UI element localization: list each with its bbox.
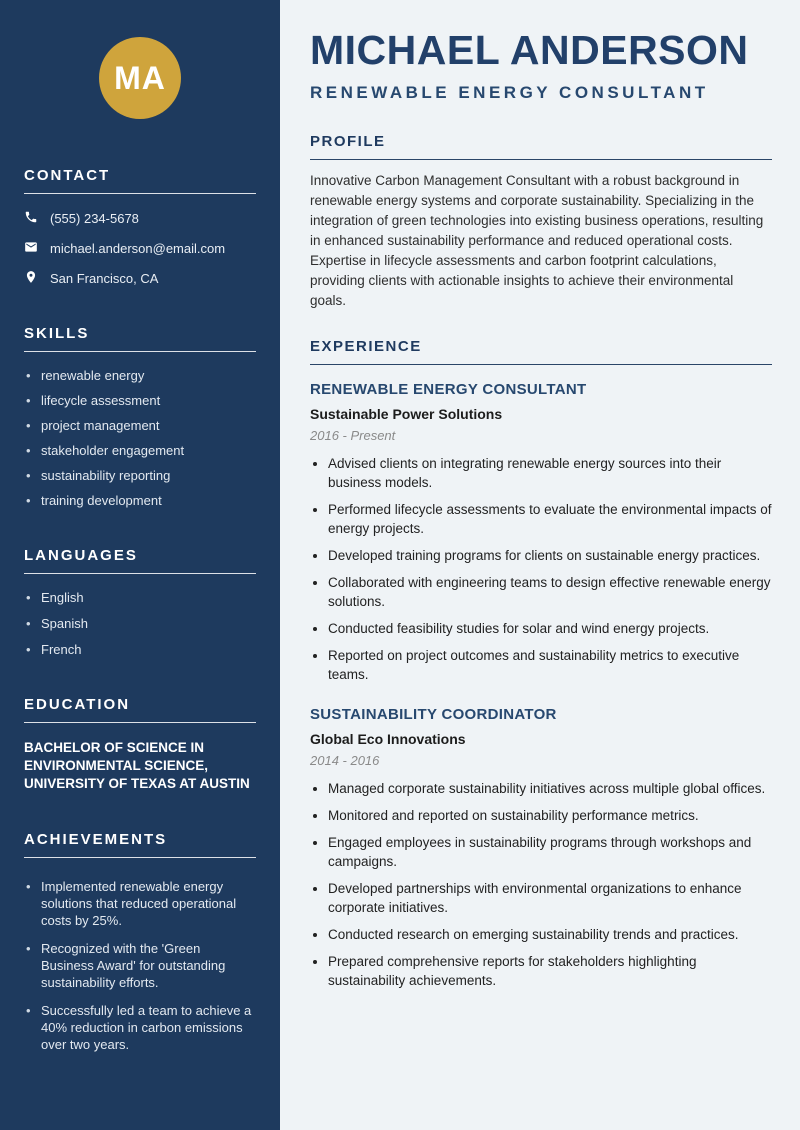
achievement-item: • Recognized with the 'Green Business Award' for outstanding sustainability efforts. [26,940,256,991]
job-bullet: • Developed partnerships with environmental organizations to enhance corporate initiatives. [328,879,772,917]
location-text: San Francisco, CA [50,271,159,286]
contact-row-email [24,240,256,257]
languages-divider [24,573,256,574]
avatar [99,37,181,119]
job-bullet: • Conducted feasibility studies for solar and wind energy projects. [328,619,772,638]
profile-heading: PROFILE [310,133,772,160]
job-title: SUSTAINABILITY COORDINATOR [310,706,557,723]
job-title: RENEWABLE ENERGY CONSULTANT [310,381,587,398]
job-dates: 2014 - 2016 [310,753,380,768]
achievements-list [26,878,256,1053]
education-heading: EDUCATION [24,696,131,713]
job-entry-2 [310,706,772,990]
job-bullet: • Collaborated with engineering teams to design effective renewable energy solutions. [328,573,772,611]
skill-item: • lifecycle assessment [26,393,256,409]
achievements-divider [24,857,256,858]
skill-item: • stakeholder engagement [26,443,256,459]
languages-list [26,590,256,658]
email-address: michael.anderson@email.com [50,241,226,256]
job-bullet: • Engaged employees in sustainability programs through workshops and campaigns. [328,833,772,871]
sidebar [0,0,280,1130]
skill-item: • training development [26,493,256,509]
experience-section [310,338,772,990]
profile-text: Innovative Carbon Management Consultant with a robust background in renewable energy systems and corporate sustainability. Specializing in the integration of green technologies into existing business operations, resulting in enhanced sustainability performance and reduced operational costs. Expertise in lifecycle assessments and carbon footprint calculations, providing clients with actionable insights to achieve their environmental goals. [310,173,764,308]
achievement-item: • Implemented renewable energy solutions that reduced operational costs by 25%. [26,878,256,929]
education-divider [24,722,256,723]
degree-text: BACHELOR OF SCIENCE IN ENVIRONMENTAL SCIENCE, UNIVERSITY OF TEXAS AT AUSTIN [24,740,250,791]
job-bullet-list [310,779,772,990]
job-bullet: • Reported on project outcomes and sustainability metrics to executive teams. [328,646,772,684]
person-title: RENEWABLE ENERGY CONSULTANT [310,83,709,102]
job-entry-1 [310,381,772,684]
education-section [24,696,256,793]
job-bullet: • Monitored and reported on sustainability performance metrics. [328,806,772,825]
language-item: • French [26,642,256,658]
avatar-initials: MA [114,59,166,96]
skills-section [24,325,256,509]
language-item: • English [26,590,256,606]
experience-heading: EXPERIENCE [310,338,772,365]
contact-row-phone [24,210,256,227]
location-icon [24,270,38,287]
job-bullet: • Conducted research on emerging sustainability trends and practices. [328,925,772,944]
language-item: • Spanish [26,616,256,632]
person-name: MICHAEL ANDERSON [310,27,749,73]
contact-divider [24,193,256,194]
job-bullet: • Prepared comprehensive reports for stakeholders highlighting sustainability achievements. [328,952,772,990]
skills-heading: SKILLS [24,325,90,342]
achievements-heading: ACHIEVEMENTS [24,831,168,848]
skills-divider [24,351,256,352]
phone-icon [24,210,38,227]
email-icon [24,240,38,257]
job-bullet: • Developed training programs for clients on sustainable energy practices. [328,546,772,565]
job-dates: 2016 - Present [310,428,396,443]
languages-section [24,547,256,658]
profile-section [310,133,772,311]
job-bullet: • Advised clients on integrating renewable energy sources into their business models. [328,454,772,492]
job-company: Global Eco Innovations [310,731,466,747]
contact-list [24,210,256,287]
skill-item: • sustainability reporting [26,468,256,484]
job-bullet-list [310,454,772,684]
skill-item: • renewable energy [26,368,256,384]
phone-number: (555) 234-5678 [50,211,139,226]
contact-heading: CONTACT [24,167,111,184]
contact-row-location [24,270,256,287]
job-bullet: • Managed corporate sustainability initiatives across multiple global offices. [328,779,772,798]
achievements-section [24,831,256,1053]
contact-section [24,167,256,287]
skills-list [26,368,256,509]
job-company: Sustainable Power Solutions [310,406,503,422]
achievement-item: • Successfully led a team to achieve a 40% reduction in carbon emissions over two years. [26,1002,256,1053]
main-content [280,0,800,1130]
job-bullet: • Performed lifecycle assessments to evaluate the environmental impacts of energy projects. [328,500,772,538]
languages-heading: LANGUAGES [24,547,138,564]
skill-item: • project management [26,418,256,434]
